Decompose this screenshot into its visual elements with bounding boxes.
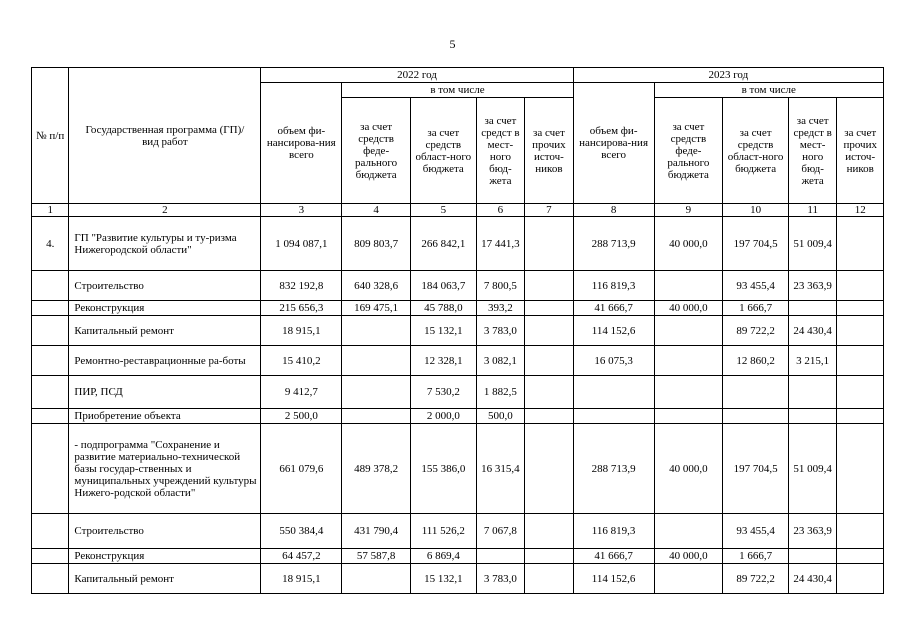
column-number: 1 <box>32 204 69 217</box>
column-number: 4 <box>342 204 411 217</box>
amount-c8: 288 713,9 <box>573 217 654 271</box>
table-row <box>32 301 884 316</box>
amount-c3: 832 192,8 <box>261 271 342 301</box>
amount-c7 <box>525 376 574 409</box>
row-number <box>32 376 69 409</box>
column-number: 9 <box>654 204 723 217</box>
amount-c10: 89 722,2 <box>723 564 789 594</box>
amount-c12 <box>837 564 884 594</box>
table-row <box>32 564 884 594</box>
header-federal-2022: за счет средств феде-рального бюджета <box>342 98 411 204</box>
row-number <box>32 424 69 514</box>
amount-c10: 89 722,2 <box>723 316 789 346</box>
header-year-2022: 2022 год <box>261 68 573 83</box>
amount-c5: 2 000,0 <box>410 409 476 424</box>
work-type: Капитальный ремонт <box>69 564 261 594</box>
amount-c6: 393,2 <box>476 301 525 316</box>
table-row <box>32 271 884 301</box>
amount-c11 <box>788 376 837 409</box>
amount-c6: 7 067,8 <box>476 514 525 549</box>
amount-c7 <box>525 271 574 301</box>
amount-c6: 17 441,3 <box>476 217 525 271</box>
amount-c5: 266 842,1 <box>410 217 476 271</box>
amount-c8: 116 819,3 <box>573 514 654 549</box>
table-row <box>32 424 884 514</box>
amount-c12 <box>837 409 884 424</box>
amount-c6: 3 082,1 <box>476 346 525 376</box>
column-number: 3 <box>261 204 342 217</box>
row-number <box>32 549 69 564</box>
amount-c8 <box>573 376 654 409</box>
amount-c6: 7 800,5 <box>476 271 525 301</box>
amount-c7 <box>525 564 574 594</box>
amount-c9: 40 000,0 <box>654 301 723 316</box>
amount-c6: 500,0 <box>476 409 525 424</box>
column-number: 10 <box>723 204 789 217</box>
table-body <box>32 217 884 594</box>
column-number: 7 <box>525 204 574 217</box>
amount-c10 <box>723 376 789 409</box>
amount-c5: 111 526,2 <box>410 514 476 549</box>
work-type: Приобретение объекта <box>69 409 261 424</box>
amount-c12 <box>837 376 884 409</box>
header-local-2022: за счет средст в мест-ного бюд-жета <box>476 98 525 204</box>
amount-c5: 7 530,2 <box>410 376 476 409</box>
amount-c7 <box>525 424 574 514</box>
amount-c4: 57 587,8 <box>342 549 411 564</box>
amount-c6: 3 783,0 <box>476 564 525 594</box>
header-regional-2022: за счет средств област-ного бюджета <box>410 98 476 204</box>
amount-c9 <box>654 376 723 409</box>
amount-c9: 40 000,0 <box>654 217 723 271</box>
amount-c12 <box>837 424 884 514</box>
amount-c3: 64 457,2 <box>261 549 342 564</box>
amount-c3: 15 410,2 <box>261 346 342 376</box>
amount-c4 <box>342 564 411 594</box>
amount-c4: 489 378,2 <box>342 424 411 514</box>
header-federal-2023: за счет средств феде-рального бюджета <box>654 98 723 204</box>
amount-c10: 93 455,4 <box>723 514 789 549</box>
header-year-2023: 2023 год <box>573 68 883 83</box>
amount-c12 <box>837 271 884 301</box>
amount-c3: 550 384,4 <box>261 514 342 549</box>
table-row <box>32 514 884 549</box>
amount-c9: 40 000,0 <box>654 424 723 514</box>
work-type: ГП "Развитие культуры и ту-ризма Нижегородской области" <box>69 217 261 271</box>
amount-c3: 661 079,6 <box>261 424 342 514</box>
row-number <box>32 564 69 594</box>
work-type: Реконструкция <box>69 301 261 316</box>
amount-c8: 41 666,7 <box>573 301 654 316</box>
amount-c10: 1 666,7 <box>723 301 789 316</box>
table-row <box>32 409 884 424</box>
header-program: Государственная программа (ГП)/ вид работ <box>69 68 261 204</box>
amount-c5: 155 386,0 <box>410 424 476 514</box>
amount-c7 <box>525 346 574 376</box>
amount-c5: 184 063,7 <box>410 271 476 301</box>
amount-c10 <box>723 409 789 424</box>
header-including-2023: в том числе <box>654 83 883 98</box>
header-number: № п/п <box>32 68 69 204</box>
work-type: ПИР, ПСД <box>69 376 261 409</box>
amount-c9 <box>654 316 723 346</box>
amount-c10: 197 704,5 <box>723 217 789 271</box>
column-number: 12 <box>837 204 884 217</box>
amount-c11: 23 363,9 <box>788 271 837 301</box>
amount-c6: 1 882,5 <box>476 376 525 409</box>
amount-c12 <box>837 301 884 316</box>
amount-c4: 431 790,4 <box>342 514 411 549</box>
table-row <box>32 376 884 409</box>
amount-c12 <box>837 316 884 346</box>
amount-c3: 215 656,3 <box>261 301 342 316</box>
amount-c11 <box>788 549 837 564</box>
work-type: Строительство <box>69 514 261 549</box>
work-type: - подпрограмма "Сохранение и развитие материально-технической базы государ-ственных и муниципальных учреждений культуры Нижего-родской области" <box>69 424 261 514</box>
amount-c3: 18 915,1 <box>261 316 342 346</box>
amount-c3: 9 412,7 <box>261 376 342 409</box>
amount-c8: 41 666,7 <box>573 549 654 564</box>
amount-c8: 114 152,6 <box>573 316 654 346</box>
amount-c4 <box>342 409 411 424</box>
financing-table <box>31 67 884 594</box>
amount-c10: 197 704,5 <box>723 424 789 514</box>
amount-c10: 93 455,4 <box>723 271 789 301</box>
table-row <box>32 346 884 376</box>
amount-c10: 12 860,2 <box>723 346 789 376</box>
row-number <box>32 271 69 301</box>
work-type: Ремонтно-реставрационные ра-боты <box>69 346 261 376</box>
row-number: 4. <box>32 217 69 271</box>
amount-c9 <box>654 514 723 549</box>
amount-c4 <box>342 376 411 409</box>
column-number: 2 <box>69 204 261 217</box>
table-row <box>32 549 884 564</box>
amount-c11: 23 363,9 <box>788 514 837 549</box>
amount-c11: 24 430,4 <box>788 316 837 346</box>
amount-c8: 16 075,3 <box>573 346 654 376</box>
amount-c10: 1 666,7 <box>723 549 789 564</box>
amount-c5: 12 328,1 <box>410 346 476 376</box>
amount-c4: 809 803,7 <box>342 217 411 271</box>
row-number <box>32 514 69 549</box>
amount-c9 <box>654 409 723 424</box>
amount-c4: 640 328,6 <box>342 271 411 301</box>
amount-c12 <box>837 346 884 376</box>
column-number: 8 <box>573 204 654 217</box>
work-type: Реконструкция <box>69 549 261 564</box>
amount-c11: 24 430,4 <box>788 564 837 594</box>
row-number <box>32 301 69 316</box>
amount-c6: 3 783,0 <box>476 316 525 346</box>
amount-c5: 45 788,0 <box>410 301 476 316</box>
amount-c4 <box>342 346 411 376</box>
header-total-2023: объем фи-нансирова-ния всего <box>573 83 654 204</box>
amount-c9 <box>654 564 723 594</box>
amount-c12 <box>837 549 884 564</box>
amount-c11: 51 009,4 <box>788 217 837 271</box>
header-total-2022: объем фи-нансирова-ния всего <box>261 83 342 204</box>
amount-c3: 1 094 087,1 <box>261 217 342 271</box>
amount-c7 <box>525 409 574 424</box>
amount-c8: 288 713,9 <box>573 424 654 514</box>
amount-c4 <box>342 316 411 346</box>
amount-c8: 114 152,6 <box>573 564 654 594</box>
amount-c11 <box>788 301 837 316</box>
row-number <box>32 409 69 424</box>
amount-c11 <box>788 409 837 424</box>
amount-c7 <box>525 549 574 564</box>
amount-c6: 16 315,4 <box>476 424 525 514</box>
amount-c7 <box>525 301 574 316</box>
work-type: Строительство <box>69 271 261 301</box>
column-number-row <box>32 204 884 217</box>
header-other-2022: за счет прочих источ-ников <box>525 98 574 204</box>
amount-c7 <box>525 217 574 271</box>
amount-c7 <box>525 514 574 549</box>
amount-c12 <box>837 514 884 549</box>
amount-c11: 3 215,1 <box>788 346 837 376</box>
amount-c5: 15 132,1 <box>410 316 476 346</box>
amount-c9 <box>654 346 723 376</box>
column-number: 6 <box>476 204 525 217</box>
amount-c3: 18 915,1 <box>261 564 342 594</box>
amount-c9: 40 000,0 <box>654 549 723 564</box>
column-number: 11 <box>788 204 837 217</box>
amount-c3: 2 500,0 <box>261 409 342 424</box>
amount-c4: 169 475,1 <box>342 301 411 316</box>
amount-c12 <box>837 217 884 271</box>
amount-c8: 116 819,3 <box>573 271 654 301</box>
table-row <box>32 217 884 271</box>
table-row <box>32 316 884 346</box>
page-number: 5 <box>449 37 456 51</box>
work-type: Капитальный ремонт <box>69 316 261 346</box>
header-other-2023: за счет прочих источ-ников <box>837 98 884 204</box>
amount-c6 <box>476 549 525 564</box>
amount-c5: 15 132,1 <box>410 564 476 594</box>
amount-c9 <box>654 271 723 301</box>
header-including-2022: в том числе <box>342 83 573 98</box>
amount-c5: 6 869,4 <box>410 549 476 564</box>
header-regional-2023: за счет средств област-ного бюджета <box>723 98 789 204</box>
row-number <box>32 316 69 346</box>
header-local-2023: за счет средст в мест-ного бюд-жета <box>788 98 837 204</box>
amount-c8 <box>573 409 654 424</box>
amount-c11: 51 009,4 <box>788 424 837 514</box>
row-number <box>32 346 69 376</box>
amount-c7 <box>525 316 574 346</box>
column-number: 5 <box>410 204 476 217</box>
